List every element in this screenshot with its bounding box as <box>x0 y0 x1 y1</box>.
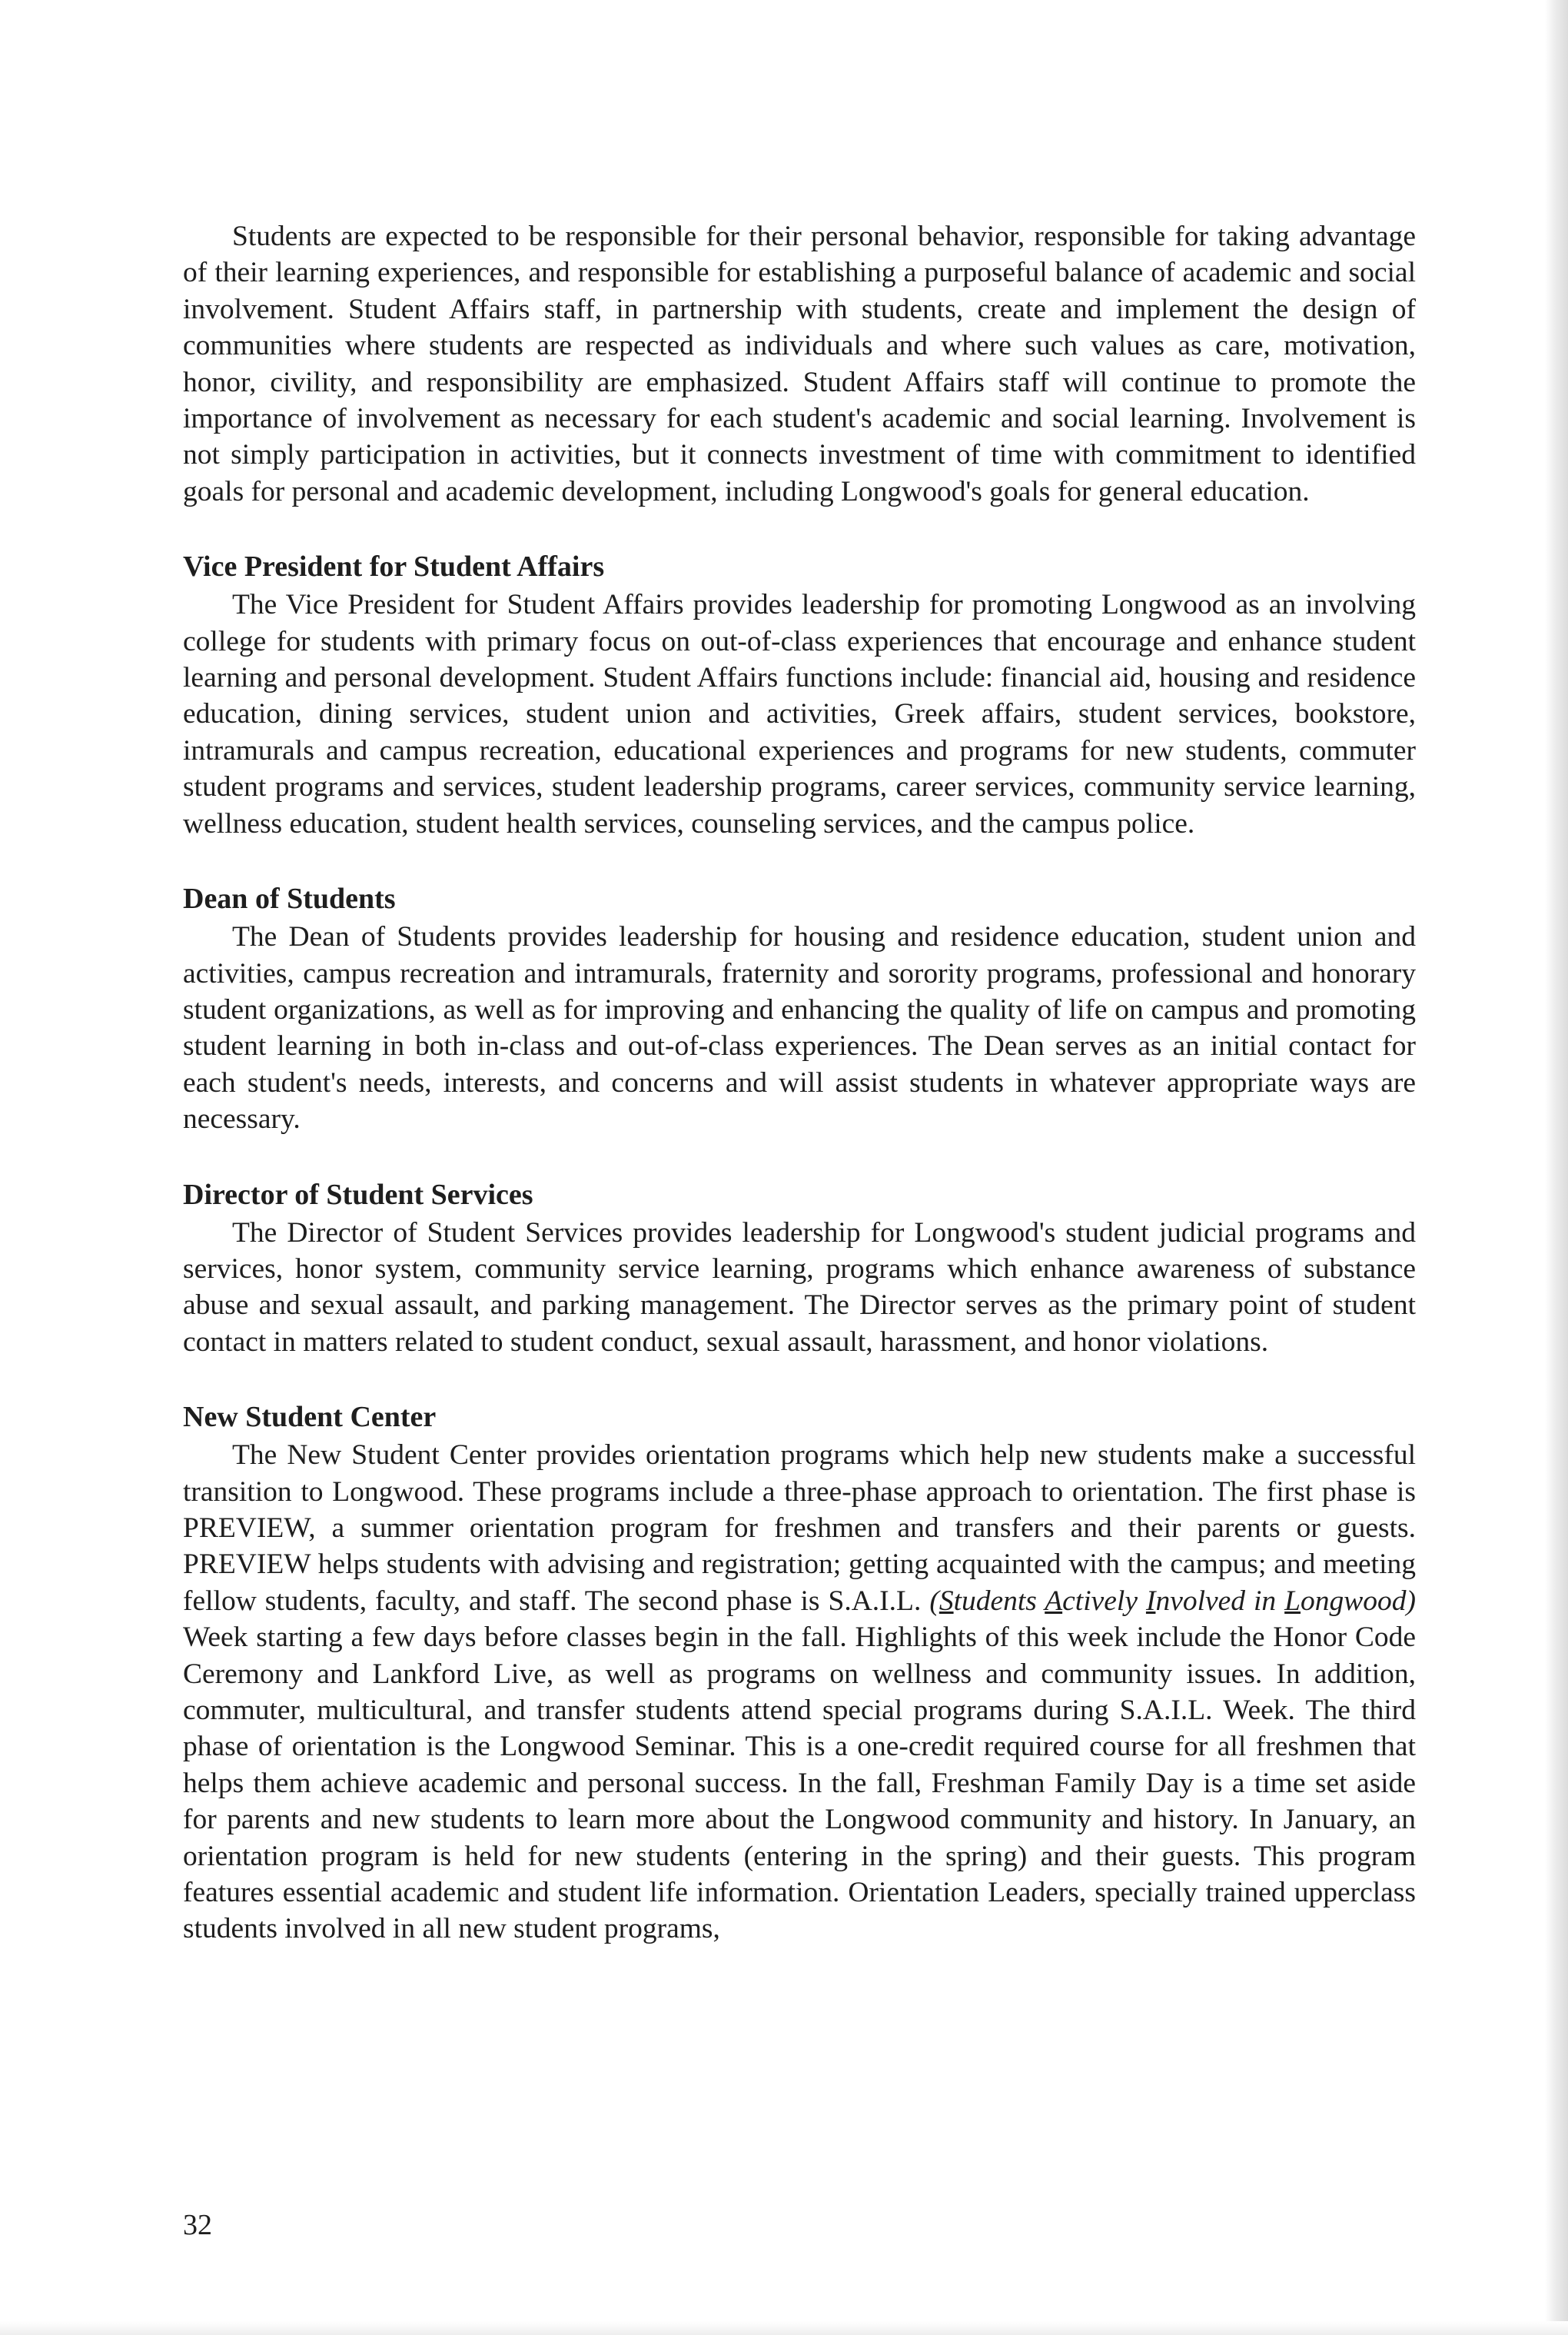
section-new-student-center <box>183 1399 1416 1947</box>
section-vice-president <box>183 548 1416 842</box>
heading-dean-of-students: Dean of Students <box>183 883 396 916</box>
heading-new-student-center: New Student Center <box>183 1401 437 1434</box>
paragraph-new-student-center <box>183 1437 1416 1947</box>
heading-director-student-services: Director of Student Services <box>183 1178 533 1211</box>
page-bottom-edge <box>0 2321 1568 2335</box>
heading-vice-president: Vice President for Student Affairs <box>183 550 605 584</box>
page-edge-shadow <box>1545 0 1568 2335</box>
intro-paragraph: Students are expected to be responsible for their personal behavior, responsible for taking advantage of their learning experiences, and responsible for establishing a purposeful balance of academic and social involvement. Student Affairs staff, in partnership with students, create and implement the design of communities where students are respected as individuals and where such values as care, motivation, honor, civility, and responsibility are emphasized. Student Affairs staff will continue to promote the importance of involvement as necessary for each student's academic and social learning. Involvement is not simply participation in activities, but it connects investment of time with commitment to identified goals for personal and academic development, including Longwood's goals for general education. <box>183 221 1416 507</box>
section-director-student-services <box>183 1176 1416 1361</box>
page-content <box>183 218 1416 1947</box>
paragraph-dean-of-students: The Dean of Students provides leadership for housing and residence education, student union and activities, campus recreation and intramurals, fraternity and sorority programs, professional and honorary student organizations, as well as for improving and enhancing the quality of life on campus and promoting student learning in both in-class and out-of-class experiences. The Dean serves as an initial contact for each student's needs, interests, and concerns and will assist students in whatever appropriate ways are necessary. <box>183 921 1416 1136</box>
paragraph-vice-president: The Vice President for Student Affairs provides leadership for promoting Longwood as an involving college for students with primary focus on out-of-class experiences that encourage and enhance student learning and personal development. Student Affairs functions include: financial aid, housing and residence education, dining services, student union and activities, Greek affairs, student services, bookstore, intramurals and campus recreation, educational experiences and programs for new students, commuter student programs and services, student leadership programs, career services, community service learning, wellness education, student health services, counseling services, and the campus police. <box>183 589 1416 840</box>
sail-expansion: (Students Actively Involved in Longwood) <box>929 1585 1417 1617</box>
paragraph-director-student-services: The Director of Student Services provides leadership for Longwood's student judicial programs and services, honor system, community service learning, programs which enhance awareness of substance abuse and sexual assault, and parking management. The Director serves as the primary point of student contact in matters related to student conduct, sexual assault, harassment, and honor violations. <box>183 1216 1416 1358</box>
page-number: 32 <box>183 2209 212 2241</box>
nsc-text-before: The New Student Center provides orientation programs which help new students make a successful transition to Longwood. These programs include a three-phase approach to orientation. The first phase is PREVIEW, a summer orientation program for freshmen and transfers and their parents or guests. PREVIEW helps students with advising and registration; getting acquainted with the campus; and meeting fellow students, faculty, and staff. The second phase is S.A.I.L. <box>183 1439 1416 1617</box>
nsc-text-after: Week starting a few days before classes begin in the fall. Highlights of this week include the Honor Code Ceremony and Lankford Live, as well as programs on wellness and community issues. In addition, commuter, multicultural, and transfer students attend special programs during S.A.I.L. Week. The third phase of orientation is the Longwood Seminar. This is a one-credit required course for all freshmen that helps them achieve academic and personal success. In the fall, Freshman Family Day is a time set aside for parents and new students to learn more about the Longwood community and history. In January, an orientation program is held for new students (entering in the spring) and their guests. This program features essential academic and student life information. Orientation Leaders, specially trained upperclass students involved in all new student programs, <box>183 1622 1416 1945</box>
section-dean-of-students <box>183 880 1416 1137</box>
